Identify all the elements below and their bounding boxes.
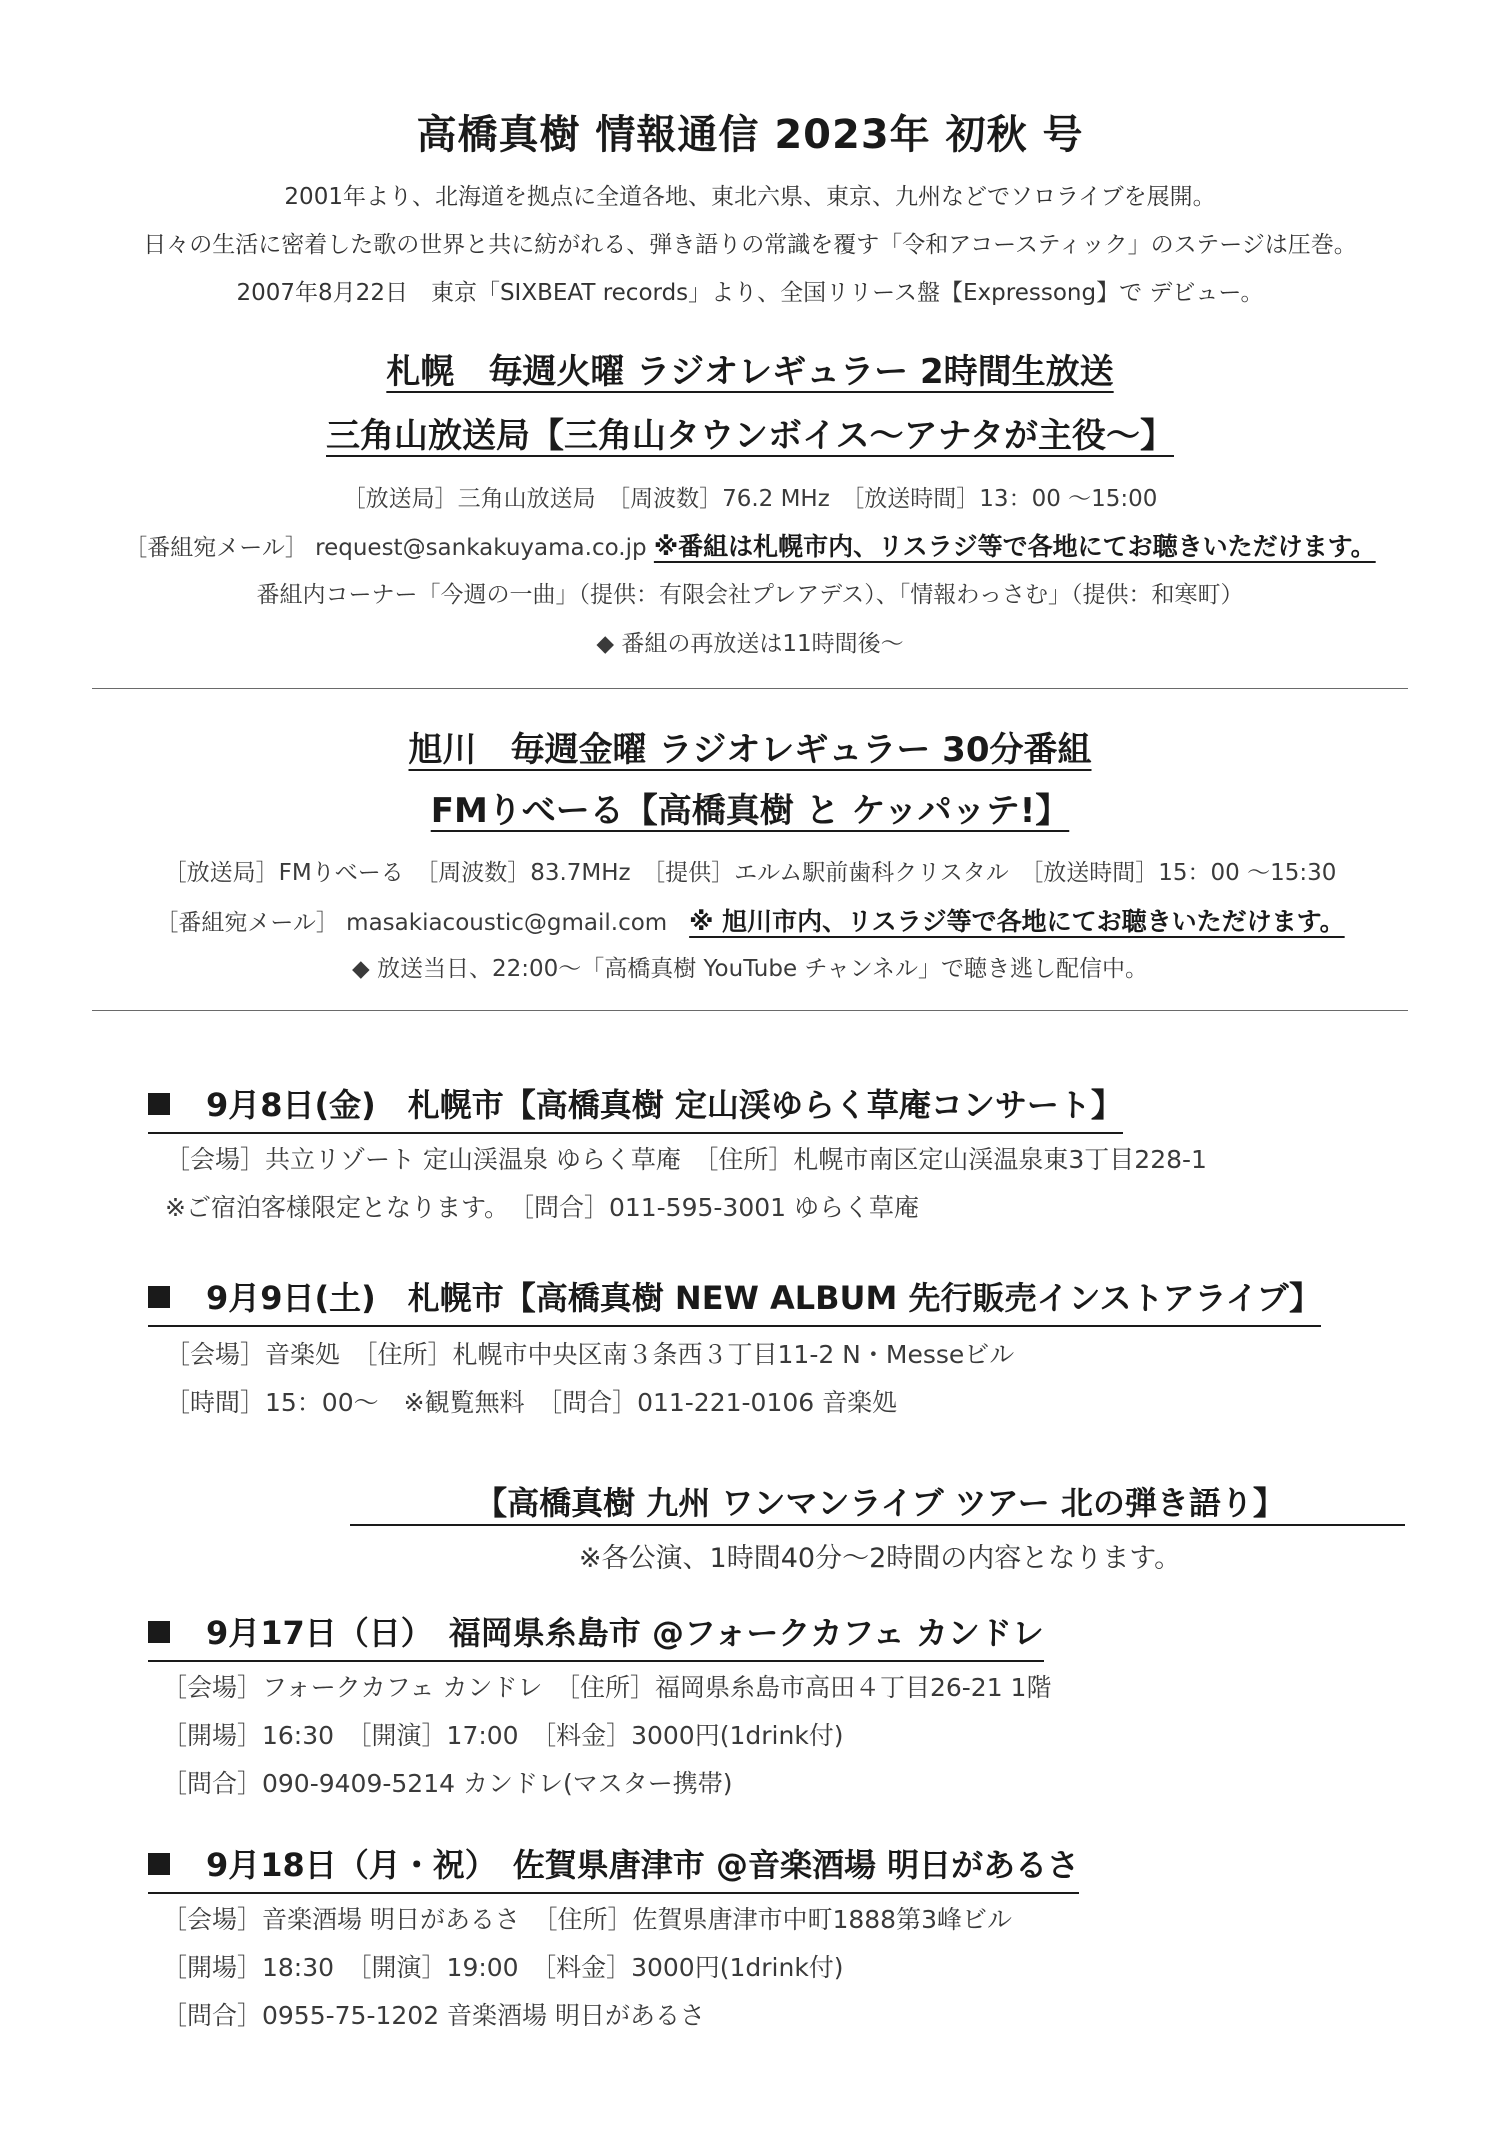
asahikawa-radio-program: FMりべーる【高橋真樹 と ケッパッテ!】 [430,791,1070,831]
tour-show-detail: ［問合］090-9409-5214 カンドレ(マスター携帯) [162,1769,733,1798]
sapporo-radio-rebroadcast: ◆ 番組の再放送は11時間後〜 [596,631,904,657]
sapporo-radio-program: 三角山放送局【三角山タウンボイス〜アナタが主役〜】 [326,416,1174,456]
intro-line-1: 2001年より、北海道を拠点に全道各地、東北六県、東京、九州などでソロライブを展開。 [284,184,1216,210]
asahikawa-radio-station-info: ［放送局］FMりべーる ［周波数］83.7MHz ［提供］エルム駅前歯科クリスタル ［放送時間］15：00 〜15:30 [163,860,1337,886]
tour-show-detail: ［会場］音楽酒場 明日があるさ ［住所］佐賀県唐津市中町1888第3峰ビル [162,1905,1012,1934]
event-heading: 9月9日(土) 札幌市【高橋真樹 NEW ALBUM 先行販売インストアライブ】 [148,1273,1321,1327]
sapporo-radio-corners: 番組内コーナー「今週の一曲」（提供：有限会社プレアデス）、「情報わっさむ」（提供：和寒町） [256,582,1244,608]
divider [92,688,1408,689]
square-bullet-icon [148,1093,170,1115]
event-heading: 9月8日(金) 札幌市【高橋真樹 定山渓ゆらく草庵コンサート】 [148,1080,1123,1134]
divider [92,1010,1408,1011]
square-bullet-icon [148,1286,170,1308]
sapporo-radio-station-info: ［放送局］三角山放送局 ［周波数］76.2 MHz ［放送時間］13：00 〜15:00 [342,486,1158,512]
asahikawa-radio-mail [0,902,1500,938]
tour-show-detail: ［開場］16:30 ［開演］17:00 ［料金］3000円(1drink付) [162,1721,844,1750]
asahikawa-radio-youtube: ◆ 放送当日、22:00〜「高橋真樹 YouTube チャンネル」で聴き逃し配信中。 [351,956,1149,982]
asahikawa-mail-address[interactable]: ［番組宛メール］ masakiacoustic@gmail.com [155,910,668,936]
sapporo-listen-note: ※番組は札幌市内、リスラジ等で各地にてお聴きいただけます。 [653,532,1376,561]
event-detail: ［会場］共立リゾート 定山渓温泉 ゆらく草庵 ［住所］札幌市南区定山渓温泉東3丁目228-1 [165,1145,1207,1174]
square-bullet-icon [148,1853,170,1875]
tour-heading-underline [350,1524,1405,1526]
tour-show-detail: ［開場］18:30 ［開演］19:00 ［料金］3000円(1drink付) [162,1953,844,1982]
page-title: 高橋真樹 情報通信 2023年 初秋 号 [416,112,1084,158]
sapporo-radio-mail [0,527,1500,563]
sapporo-radio-heading: 札幌 毎週火曜 ラジオレギュラー 2時間生放送 [386,352,1114,392]
asahikawa-listen-note: ※ 旭川市内、リスラジ等で各地にてお聴きいただけます。 [689,907,1345,936]
asahikawa-radio-heading: 旭川 毎週金曜 ラジオレギュラー 30分番組 [408,730,1092,770]
event-detail: ※ご宿泊客様限定となります。 ［問合］011-595-3001 ゆらく草庵 [165,1193,919,1222]
intro-line-2: 日々の生活に密着した歌の世界と共に紡がれる、弾き語りの常識を覆す「令和アコースティック」のステージは圧巻。 [143,232,1357,258]
intro-line-3: 2007年8月22日 東京「SIXBEAT records」より、全国リリース盤【Expressong】で デビュー。 [236,280,1264,306]
tour-show-detail: ［会場］フォークカフェ カンドレ ［住所］福岡県糸島市高田４丁目26-21 1階 [162,1673,1052,1702]
tour-show-detail: ［問合］0955-75-1202 音楽酒場 明日があるさ [162,2001,705,2030]
event-detail: ［会場］音楽処 ［住所］札幌市中央区南３条西３丁目11-2 N・Messeビル [165,1340,1015,1369]
sapporo-mail-address[interactable]: ［番組宛メール］ request@sankakuyama.co.jp [124,535,647,561]
tour-show-heading: 9月18日（月・祝） 佐賀県唐津市 @音楽酒場 明日があるさ [148,1840,1079,1894]
square-bullet-icon [148,1621,170,1643]
tour-show-heading: 9月17日（日） 福岡県糸島市 @フォークカフェ カンドレ [148,1608,1044,1662]
event-detail: ［時間］15：00〜 ※観覧無料 ［問合］011-221-0106 音楽処 [165,1388,898,1417]
tour-heading: 【高橋真樹 九州 ワンマンライブ ツアー 北の弾き語り】 [475,1484,1285,1522]
tour-note: ※各公演、1時間40分〜2時間の内容となります。 [578,1543,1182,1574]
